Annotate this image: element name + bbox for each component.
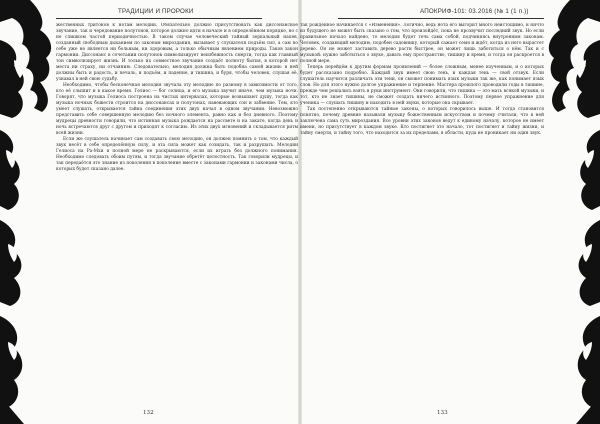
right-header-rule xyxy=(338,18,544,19)
right-running-head: АПОКРИФ-101: 03.2016 (№ 1 (1 п.)) xyxy=(420,8,529,15)
right-paragraph-3: Так постепенно открываются тайные законы, о которых говорилось выше. И тогда становится понятно, почему древние называли музыку божественным искусством и почему считали, что в ней заключена сама суть мироздания. Все уровни этих законов ведут к единому началу, которое не имеет имени, но присутствует в каждом звуке. Кто постигнет это начало, тот постигнет и тайну жизни, и тайну смерти, и тайну того, что находится за их пределами, в области, куда не проникает ни один звук. xyxy=(300,106,544,136)
left-paragraph-2: Необходимо, чтобы бесконечная мелодия звучала эту мелодию по разному в зависимости от того, кто её слышит и в какое время. Гелиос — бог солнца, и его музыка звучит иначе, чем музыка ночи. Говорят, что музыка Гелиоса построена на чистых интервалах, которые возвышают душу, тогда как музыка ночных божеств строится на диссонансах и полутонах, навевающих сон и забвение. Тем, кто умеет слушать, открывается тайна соединения этих двух начал в одном звучании. Невозможно представить себе совершенную мелодию без ночного элемента, равно как и без дневного. Поэтому мудрецы древности говорили, что истинная музыка рождается на рассвете и на закате, когда день и ночь встречаются друг с другом и приходят к согласию. Из этих двух мгновений и складывается ритм всей жизни. xyxy=(56,82,298,136)
left-header-rule xyxy=(56,18,262,19)
right-paragraph-2: Теперь перейдём к другим формам проявлений — более сложным, менее изученным, и о которых будет рассказано подробно. Каждый звук имеет свою тень, и каждая тень — свой отзвук. Если слушатель научится различать эти тени, он сможет понимать язык музыки так же, как понимает язык слов. Но для этого нужно долгое упражнение и терпение. Мастера прошлого проводили годы в тишине, прежде чем решались взять в руки инструмент. Они говорили, что тишина — это мать всякой музыки, и тот, кто не знает тишины, не сможет создать ничего истинного. Поэтому первое упражнение для ученика — слушать тишину и находить в ней звуки, которые она скрывает. xyxy=(300,64,544,106)
right-ornament-decoration xyxy=(542,0,600,424)
left-body-text xyxy=(56,23,298,405)
left-running-head: ТРАДИЦИИ И ПРОРОКИ xyxy=(118,8,194,15)
right-page-number: 133 xyxy=(437,410,448,416)
left-ornament-decoration xyxy=(0,0,58,424)
right-paragraph-1: так рождённое начинается с «Изменения». Логично, ведь нота его выгорит много неистощимо, и ничто из будущего не может быть сказано о том, что произойдёт, пока не прозвучит последний звук. Но если правильное начало найдено, то мелодия будет течь сама собой, подчиняясь внутренним законам. Человек, создающий мелодию, подобен садовнику, который сажает семя и ждёт, когда из него вырастет дерево. Он не может заставить дерево расти быстрее, он может лишь заботиться о нём. Так и с музыкой: нужно заботиться о звуке, давать ему пространство, тишину и время, и тогда он раскроется в полной мере. xyxy=(300,23,544,64)
right-body-text xyxy=(300,23,544,405)
left-paragraph-1: жественных тритонов к нотам мелодии. Обязательно должно присутствовать как диссонансное звучание, так и чередование полутонов, которое должно идти в начале и в определённом порядке, но с не слишком частой периодичностью. В таком случае человеческий тайный зеркальный напев, созданный свободным дыханием по законам мироздания, вызывает у слушателя подъём сил, а сам по себе уже не является ни больным, ни здоровым, а только обычным явлением природы. Таков закон гармонии. Диссонанс в сочетании полутонов символизирует неизбежность смерти, тогда как главный тон символизирует жизнь. И только их совместное звучание создаёт полноту бытия, в которой нет места ни страху, ни отчаянию. Следовательно, мелодия должна быть подобна самой жизни: в ней должны быть и радость, и печаль, и подъём, и падение, и тишина, и буря, чтобы человек, слушая её, узнавал в ней свою судьбу. xyxy=(56,23,298,82)
left-page-number: 132 xyxy=(143,410,154,416)
left-paragraph-3: Если же слушатель начинает сам создавать свою мелодию, он должен помнить о том, что каждый звук несёт в себе определённую силу, и эта сила может как созидать, так и разрушать. Мелодии Гелиоса на Ра-Мхи в полной мере не раскрываются, если их играть без должного понимания. Необходимо следовать обоим путям, и тогда звучание обретёт целостность. Так говорили мудрецы, и так передаётся это знание из поколения в поколение вместе с законами гармонии и законами числа, о которых будет сказано далее. xyxy=(56,136,298,172)
